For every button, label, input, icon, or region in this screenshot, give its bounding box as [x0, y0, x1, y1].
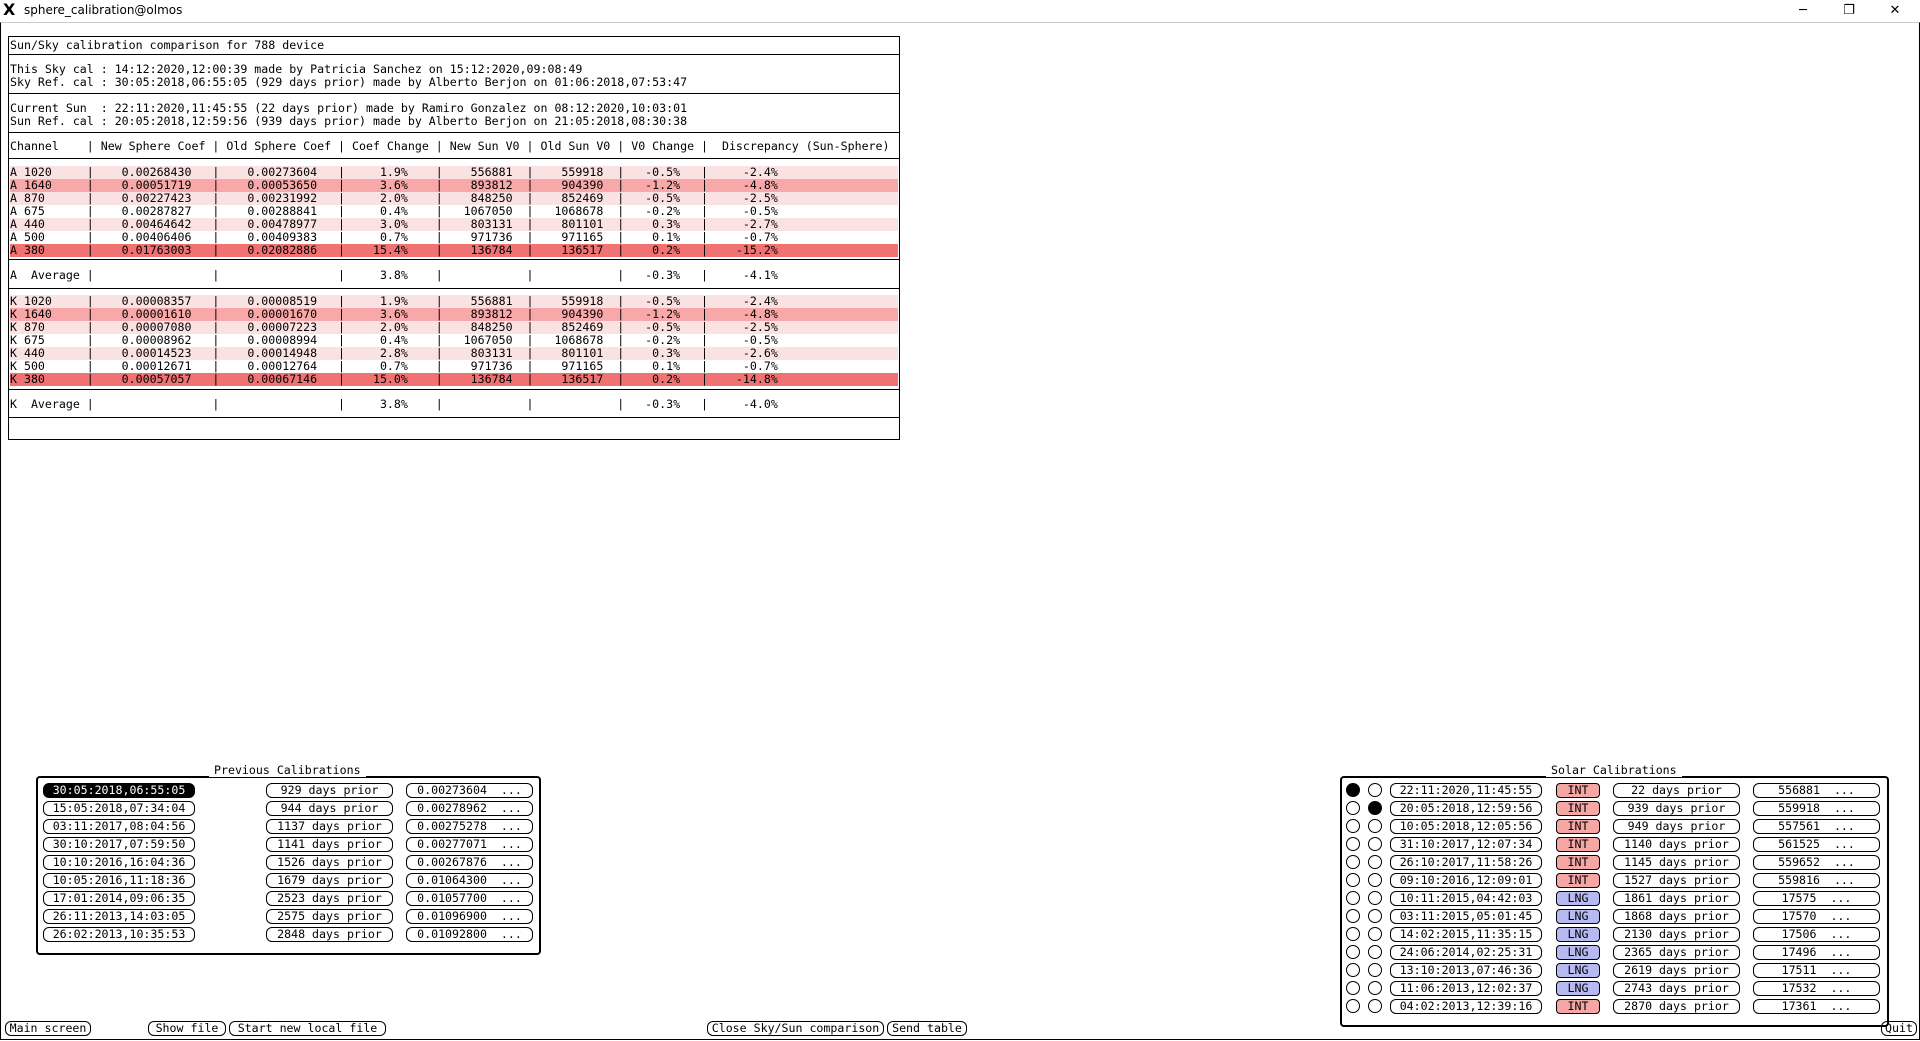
solar-cal-select-radio[interactable]	[1346, 891, 1360, 905]
solar-cal-prior[interactable]: 2870 days prior	[1613, 999, 1740, 1014]
solar-cal-type-badge: INT	[1556, 855, 1600, 870]
previous-cal-coef[interactable]: 0.00273604 ...	[406, 783, 533, 798]
solar-cal-type-badge: LNG	[1556, 981, 1600, 996]
previous-cal-date[interactable]: 10:10:2016,16:04:36	[43, 855, 195, 870]
previous-cal-coef[interactable]: 0.00277071 ...	[406, 837, 533, 852]
solar-cal-select-radio[interactable]	[1346, 999, 1360, 1013]
previous-cal-date[interactable]: 30:05:2018,06:55:05	[43, 783, 195, 798]
solar-cal-type-badge: LNG	[1556, 927, 1600, 942]
solar-cal-select-radio[interactable]	[1346, 945, 1360, 959]
previous-cal-coef[interactable]: 0.00275278 ...	[406, 819, 533, 834]
solar-cal-type-badge: INT	[1556, 873, 1600, 888]
send-table-button[interactable]: Send table	[887, 1021, 967, 1036]
solar-cal-date[interactable]: 14:02:2015,11:35:15	[1390, 927, 1542, 942]
previous-cal-prior[interactable]: 2575 days prior	[266, 909, 393, 924]
solar-cal-ref-radio[interactable]	[1368, 909, 1382, 923]
table-header: Channel | New Sphere Coef | Old Sphere Coef | Coef Change | New Sun V0 | Old Sun V0 | V0 Change | Discrepancy (Sun-Sphere)	[10, 139, 890, 153]
table-row: A 675 | 0.00287827 | 0.00288841 | 0.4% | 1067050 | 1068678 | -0.2% | -0.5%	[10, 204, 778, 218]
solar-cal-date[interactable]: 26:10:2017,11:58:26	[1390, 855, 1542, 870]
previous-cal-prior[interactable]: 1137 days prior	[266, 819, 393, 834]
comparison-header: Sun/Sky calibration comparison for 788 device	[10, 38, 325, 52]
solar-cal-type-badge: LNG	[1556, 945, 1600, 960]
solar-cal-select-radio[interactable]	[1346, 837, 1360, 851]
table-row: A 870 | 0.00227423 | 0.00231992 | 2.0% | 848250 | 852469 | -0.5% | -2.5%	[10, 192, 898, 205]
minimize-button[interactable]: ─	[1799, 3, 1807, 18]
solar-cal-select-radio[interactable]	[1346, 819, 1360, 833]
previous-cal-prior[interactable]: 929 days prior	[266, 783, 393, 798]
solar-cal-ref-radio[interactable]	[1368, 855, 1382, 869]
solar-cal-date[interactable]: 20:05:2018,12:59:56	[1390, 801, 1542, 816]
solar-cal-select-radio[interactable]	[1346, 927, 1360, 941]
solar-cal-v0[interactable]: 556881 ...	[1753, 783, 1880, 798]
solar-cal-ref-radio[interactable]	[1368, 963, 1382, 977]
table-row: K 500 | 0.00012671 | 0.00012764 | 0.7% | 971736 | 971165 | 0.1% | -0.7%	[10, 359, 778, 373]
solar-cal-v0[interactable]: 17361 ...	[1753, 999, 1880, 1014]
previous-cal-date[interactable]: 15:05:2018,07:34:04	[43, 801, 195, 816]
previous-cal-coef[interactable]: 0.01096900 ...	[406, 909, 533, 924]
solar-cal-ref-radio[interactable]	[1368, 945, 1382, 959]
table-row: K 675 | 0.00008962 | 0.00008994 | 0.4% | 1067050 | 1068678 | -0.2% | -0.5%	[10, 333, 778, 347]
solar-cal-type-badge: INT	[1556, 837, 1600, 852]
solar-cal-select-radio[interactable]	[1346, 981, 1360, 995]
sun-ref-cal-line: Sun Ref. cal : 20:05:2018,12:59:56 (939 days prior) made by Alberto Berjon on 21:05:2018,08:30:38	[10, 114, 688, 128]
solar-cal-ref-radio[interactable]	[1368, 873, 1382, 887]
solar-cal-prior[interactable]: 1868 days prior	[1613, 909, 1740, 924]
table-row: K 380 | 0.00057057 | 0.00067146 | 15.0% | 136784 | 136517 | 0.2% | -14.8%	[10, 373, 898, 386]
solar-cal-ref-radio[interactable]	[1368, 837, 1382, 851]
quit-button[interactable]: Quit	[1881, 1021, 1917, 1036]
previous-cal-date[interactable]: 30:10:2017,07:59:50	[43, 837, 195, 852]
solar-cal-prior[interactable]: 1861 days prior	[1613, 891, 1740, 906]
solar-cal-ref-radio[interactable]	[1368, 819, 1382, 833]
solar-cal-v0[interactable]: 17575 ...	[1753, 891, 1880, 906]
solar-cal-v0[interactable]: 17496 ...	[1753, 945, 1880, 960]
current-sun-line: Current Sun : 22:11:2020,11:45:55 (22 days prior) made by Ramiro Gonzalez on 08:12:2020,10:03:01	[10, 101, 688, 115]
solar-cal-prior[interactable]: 2743 days prior	[1613, 981, 1740, 996]
solar-cal-prior[interactable]: 2619 days prior	[1613, 963, 1740, 978]
table-row: K 1640 | 0.00001610 | 0.00001670 | 3.6% | 893812 | 904390 | -1.2% | -4.8%	[10, 308, 898, 321]
sky-cal-line: This Sky cal : 14:12:2020,12:00:39 made by Patricia Sanchez on 15:12:2020,09:08:49	[10, 62, 583, 76]
solar-cal-date[interactable]: 10:11:2015,04:42:03	[1390, 891, 1542, 906]
previous-cal-coef[interactable]: 0.01057700 ...	[406, 891, 533, 906]
maximize-button[interactable]: ❐	[1843, 3, 1855, 18]
previous-cal-prior[interactable]: 2848 days prior	[266, 927, 393, 942]
solar-calibrations-title: Solar Calibrations	[1546, 763, 1682, 777]
solar-cal-prior[interactable]: 2130 days prior	[1613, 927, 1740, 942]
solar-cal-date[interactable]: 11:06:2013,12:02:37	[1390, 981, 1542, 996]
solar-cal-type-badge: INT	[1556, 999, 1600, 1014]
solar-cal-prior[interactable]: 1527 days prior	[1613, 873, 1740, 888]
solar-cal-date[interactable]: 03:11:2015,05:01:45	[1390, 909, 1542, 924]
solar-cal-date[interactable]: 22:11:2020,11:45:55	[1390, 783, 1542, 798]
table-row: K 1020 | 0.00008357 | 0.00008519 | 1.9% | 556881 | 559918 | -0.5% | -2.4%	[10, 295, 898, 308]
solar-cal-v0[interactable]: 17506 ...	[1753, 927, 1880, 942]
solar-cal-v0[interactable]: 17511 ...	[1753, 963, 1880, 978]
solar-cal-date[interactable]: 04:02:2013,12:39:16	[1390, 999, 1542, 1014]
main-screen-button[interactable]: Main screen	[5, 1021, 91, 1036]
solar-cal-date[interactable]: 31:10:2017,12:07:34	[1390, 837, 1542, 852]
previous-cal-date[interactable]: 26:11:2013,14:03:05	[43, 909, 195, 924]
previous-cal-date[interactable]: 17:01:2014,09:06:35	[43, 891, 195, 906]
solar-cal-date[interactable]: 10:05:2018,12:05:56	[1390, 819, 1542, 834]
solar-cal-type-badge: LNG	[1556, 891, 1600, 906]
previous-cal-date[interactable]: 03:11:2017,08:04:56	[43, 819, 195, 834]
solar-cal-prior[interactable]: 949 days prior	[1613, 819, 1740, 834]
solar-cal-v0[interactable]: 559918 ...	[1753, 801, 1880, 816]
close-window-button[interactable]: ✕	[1889, 3, 1901, 18]
solar-cal-select-radio[interactable]	[1346, 873, 1360, 887]
sky-ref-cal-line: Sky Ref. cal : 30:05:2018,06:55:05 (929 days prior) made by Alberto Berjon on 01:06:2018,07:53:47	[10, 75, 688, 89]
solar-cal-v0[interactable]: 561525 ...	[1753, 837, 1880, 852]
solar-cal-type-badge: LNG	[1556, 909, 1600, 924]
previous-cal-coef[interactable]: 0.00267876 ...	[406, 855, 533, 870]
solar-cal-v0[interactable]: 557561 ...	[1753, 819, 1880, 834]
solar-cal-date[interactable]: 13:10:2013,07:46:36	[1390, 963, 1542, 978]
solar-cal-ref-radio[interactable]	[1368, 999, 1382, 1013]
window-title: sphere_calibration@olmos	[24, 3, 183, 17]
previous-cal-prior[interactable]: 1141 days prior	[266, 837, 393, 852]
solar-cal-v0[interactable]: 559652 ...	[1753, 855, 1880, 870]
previous-calibrations-title: Previous Calibrations	[209, 763, 366, 777]
solar-cal-v0[interactable]: 17570 ...	[1753, 909, 1880, 924]
solar-cal-ref-radio[interactable]	[1368, 801, 1382, 815]
previous-cal-prior[interactable]: 944 days prior	[266, 801, 393, 816]
table-row: K 870 | 0.00007080 | 0.00007223 | 2.0% | 848250 | 852469 | -0.5% | -2.5%	[10, 321, 898, 334]
solar-cal-date[interactable]: 24:06:2014,02:25:31	[1390, 945, 1542, 960]
previous-cal-coef[interactable]: 0.01064300 ...	[406, 873, 533, 888]
table-row: A 440 | 0.00464642 | 0.00478977 | 3.0% | 803131 | 801101 | 0.3% | -2.7%	[10, 218, 898, 231]
solar-cal-select-radio[interactable]	[1346, 963, 1360, 977]
solar-cal-ref-radio[interactable]	[1368, 783, 1382, 797]
solar-cal-prior[interactable]: 939 days prior	[1613, 801, 1740, 816]
previous-cal-coef[interactable]: 0.01092800 ...	[406, 927, 533, 942]
previous-cal-prior[interactable]: 1679 days prior	[266, 873, 393, 888]
previous-cal-prior[interactable]: 2523 days prior	[266, 891, 393, 906]
solar-cal-prior[interactable]: 1140 days prior	[1613, 837, 1740, 852]
close-comparison-button[interactable]: Close Sky/Sun comparison	[707, 1021, 884, 1036]
table-row: A 1640 | 0.00051719 | 0.00053650 | 3.6% | 893812 | 904390 | -1.2% | -4.8%	[10, 179, 898, 192]
table-row: K 440 | 0.00014523 | 0.00014948 | 2.8% | 803131 | 801101 | 0.3% | -2.6%	[10, 347, 898, 360]
table-row: A 380 | 0.01763003 | 0.02082886 | 15.4% | 136784 | 136517 | 0.2% | -15.2%	[10, 244, 898, 257]
comparison-panel	[8, 36, 900, 440]
solar-cal-type-badge: INT	[1556, 801, 1600, 816]
solar-cal-v0[interactable]: 559816 ...	[1753, 873, 1880, 888]
title-bar	[0, 0, 1920, 22]
previous-cal-date[interactable]: 10:05:2016,11:18:36	[43, 873, 195, 888]
previous-cal-prior[interactable]: 1526 days prior	[266, 855, 393, 870]
solar-cal-type-badge: LNG	[1556, 963, 1600, 978]
solar-cal-ref-radio[interactable]	[1368, 927, 1382, 941]
solar-cal-ref-radio[interactable]	[1368, 891, 1382, 905]
previous-cal-coef[interactable]: 0.00278962 ...	[406, 801, 533, 816]
solar-cal-prior[interactable]: 2365 days prior	[1613, 945, 1740, 960]
solar-cal-select-radio[interactable]	[1346, 801, 1360, 815]
a-average-row: A Average | | | 3.8% | | | -0.3% | -4.1%	[10, 268, 778, 282]
table-row: A 500 | 0.00406406 | 0.00409383 | 0.7% | 971736 | 971165 | 0.1% | -0.7%	[10, 230, 778, 244]
x-app-icon: X	[3, 0, 16, 19]
solar-cal-type-badge: INT	[1556, 783, 1600, 798]
solar-cal-select-radio[interactable]	[1346, 855, 1360, 869]
start-new-local-file-button[interactable]: Start new local file	[229, 1021, 386, 1036]
solar-cal-date[interactable]: 09:10:2016,12:09:01	[1390, 873, 1542, 888]
solar-cal-select-radio[interactable]	[1346, 783, 1360, 797]
solar-cal-prior[interactable]: 22 days prior	[1613, 783, 1740, 798]
solar-cal-prior[interactable]: 1145 days prior	[1613, 855, 1740, 870]
show-file-button[interactable]: Show file	[148, 1021, 226, 1036]
solar-cal-type-badge: INT	[1556, 819, 1600, 834]
k-average-row: K Average | | | 3.8% | | | -0.3% | -4.0%	[10, 397, 778, 411]
table-row: A 1020 | 0.00268430 | 0.00273604 | 1.9% | 556881 | 559918 | -0.5% | -2.4%	[10, 166, 898, 179]
solar-cal-ref-radio[interactable]	[1368, 981, 1382, 995]
solar-cal-select-radio[interactable]	[1346, 909, 1360, 923]
previous-cal-date[interactable]: 26:02:2013,10:35:53	[43, 927, 195, 942]
solar-cal-v0[interactable]: 17532 ...	[1753, 981, 1880, 996]
